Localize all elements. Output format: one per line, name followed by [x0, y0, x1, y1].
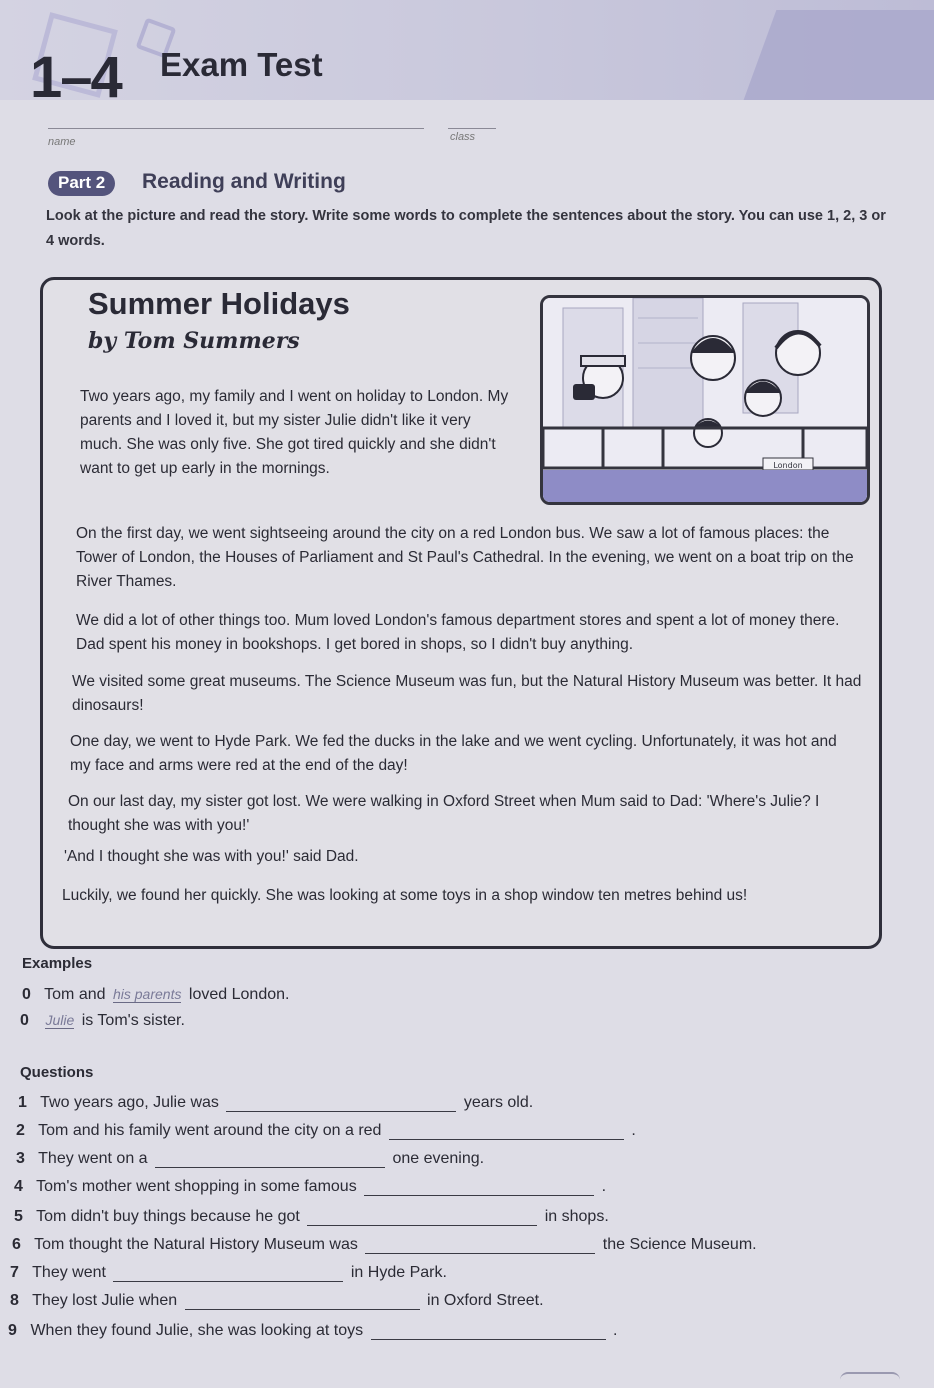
question-row	[16, 1122, 636, 1140]
question-row	[10, 1264, 447, 1282]
example-answer: Julie	[45, 1012, 75, 1028]
answer-blank[interactable]	[226, 1111, 456, 1112]
answer-blank[interactable]	[307, 1225, 537, 1226]
questions-heading: Questions	[20, 1064, 94, 1081]
page-title: Exam Test	[160, 46, 323, 83]
story-illustration	[540, 295, 870, 505]
question-number: 4	[14, 1178, 23, 1195]
question-row	[16, 1150, 484, 1168]
class-label: class	[450, 131, 476, 143]
story-paragraph: We did a lot of other things too. Mum loved London's famous department stores and spent a lot of money there. Dad spent his money in bookshops. I get bored in shops, so I didn't buy anything.	[76, 612, 840, 653]
question-text-before: Tom's mother went shopping in some famous	[36, 1178, 357, 1195]
story-paragraph: On the first day, we went sightseeing around the city on a red London bus. We saw a lot of famous places: the Tower of London, the Houses of Parliament and St Paul's Cathedral. In the evening, we went on a boat trip on the River Thames.	[76, 525, 854, 590]
class-field-line[interactable]	[448, 128, 496, 129]
question-row	[12, 1236, 757, 1254]
story-paragraph: Luckily, we found her quickly. She was looking at some toys in a shop window ten metres behind us!	[62, 887, 748, 904]
name-field-line[interactable]	[48, 128, 424, 129]
header-band	[0, 0, 934, 100]
story-author: by Tom Summers	[88, 328, 300, 354]
question-text-after: years old.	[463, 1094, 534, 1111]
question-number: 3	[16, 1150, 25, 1167]
decorative-shape	[744, 10, 934, 100]
question-text-before: Tom thought the Natural History Museum was	[34, 1236, 358, 1253]
question-text-after: .	[613, 1322, 618, 1339]
instructions: Look at the picture and read the story. Write some words to complete the sentences about the story. You can use 1, 2, 3 or 4 words.	[46, 208, 886, 249]
example-number: 0	[20, 1012, 29, 1029]
family-on-bus-illustration	[543, 298, 867, 502]
bus-sign: London	[773, 461, 803, 470]
question-text-after: one evening.	[392, 1150, 485, 1167]
example-row	[20, 1012, 185, 1030]
answer-blank[interactable]	[389, 1139, 624, 1140]
question-row	[18, 1094, 533, 1112]
answer-blank[interactable]	[113, 1281, 343, 1282]
question-text-after: in shops.	[544, 1208, 609, 1225]
unit-number: 1–4	[30, 45, 121, 110]
question-text-before: Tom and his family went around the city on a red	[38, 1122, 382, 1139]
answer-blank[interactable]	[185, 1309, 420, 1310]
question-number: 1	[18, 1094, 27, 1111]
question-text-before: They went on a	[38, 1150, 148, 1167]
story-paragraph: On our last day, my sister got lost. We were walking in Oxford Street when Mum said to Dad: 'Where's Julie? I thought she was with you!'	[68, 793, 820, 834]
story-paragraph: 'And I thought she was with you!' said Dad.	[64, 848, 359, 865]
question-text-before: They went	[32, 1264, 106, 1281]
question-row	[10, 1292, 544, 1310]
story-paragraph: We visited some great museums. The Science Museum was fun, but the Natural History Museum was better. It had dinosaurs!	[72, 673, 862, 714]
question-number: 5	[14, 1208, 23, 1225]
question-text-before: When they found Julie, she was looking at toys	[30, 1322, 364, 1339]
question-text-after: in Hyde Park.	[350, 1264, 447, 1281]
name-label: name	[48, 136, 76, 148]
question-text-before: Two years ago, Julie was	[40, 1094, 219, 1111]
answer-blank[interactable]	[365, 1253, 595, 1254]
question-number: 7	[10, 1264, 19, 1281]
story-paragraph: Two years ago, my family and I went on holiday to London. My parents and I loved it, but my sister Julie didn't like it very much. She was only five. She got tired quickly and she didn't want to get up early in the mornings.	[80, 388, 509, 477]
example-text-after: is Tom's sister.	[81, 1012, 185, 1029]
example-text-after: loved London.	[188, 986, 290, 1003]
answer-blank[interactable]	[155, 1167, 385, 1168]
question-number: 8	[10, 1292, 19, 1309]
example-number: 0	[22, 986, 31, 1003]
part-badge: Part 2	[48, 171, 115, 196]
question-row	[14, 1208, 609, 1226]
question-number: 2	[16, 1122, 25, 1139]
question-number: 6	[12, 1236, 21, 1253]
story-title: Summer Holidays	[88, 286, 350, 321]
example-text-before: Tom and	[44, 986, 106, 1003]
question-text-after: in Oxford Street.	[427, 1292, 544, 1309]
question-text-after: .	[601, 1178, 607, 1195]
question-text-after: .	[631, 1122, 636, 1139]
answer-blank[interactable]	[364, 1195, 594, 1196]
question-row	[8, 1322, 617, 1340]
answer-blank[interactable]	[371, 1339, 606, 1340]
example-answer: his parents	[112, 986, 182, 1002]
question-text-before: They lost Julie when	[32, 1292, 178, 1309]
question-number: 9	[8, 1322, 17, 1339]
question-row	[14, 1178, 606, 1196]
question-text-after: the Science Museum.	[602, 1236, 757, 1253]
part-title: Reading and Writing	[142, 170, 346, 193]
question-text-before: Tom didn't buy things because he got	[36, 1208, 300, 1225]
story-paragraph: One day, we went to Hyde Park. We fed the ducks in the lake and we went cycling. Unfortunately, it was hot and my face and arms were red at the end of the day!	[70, 733, 837, 774]
examples-heading: Examples	[22, 955, 93, 972]
example-row	[22, 986, 289, 1004]
